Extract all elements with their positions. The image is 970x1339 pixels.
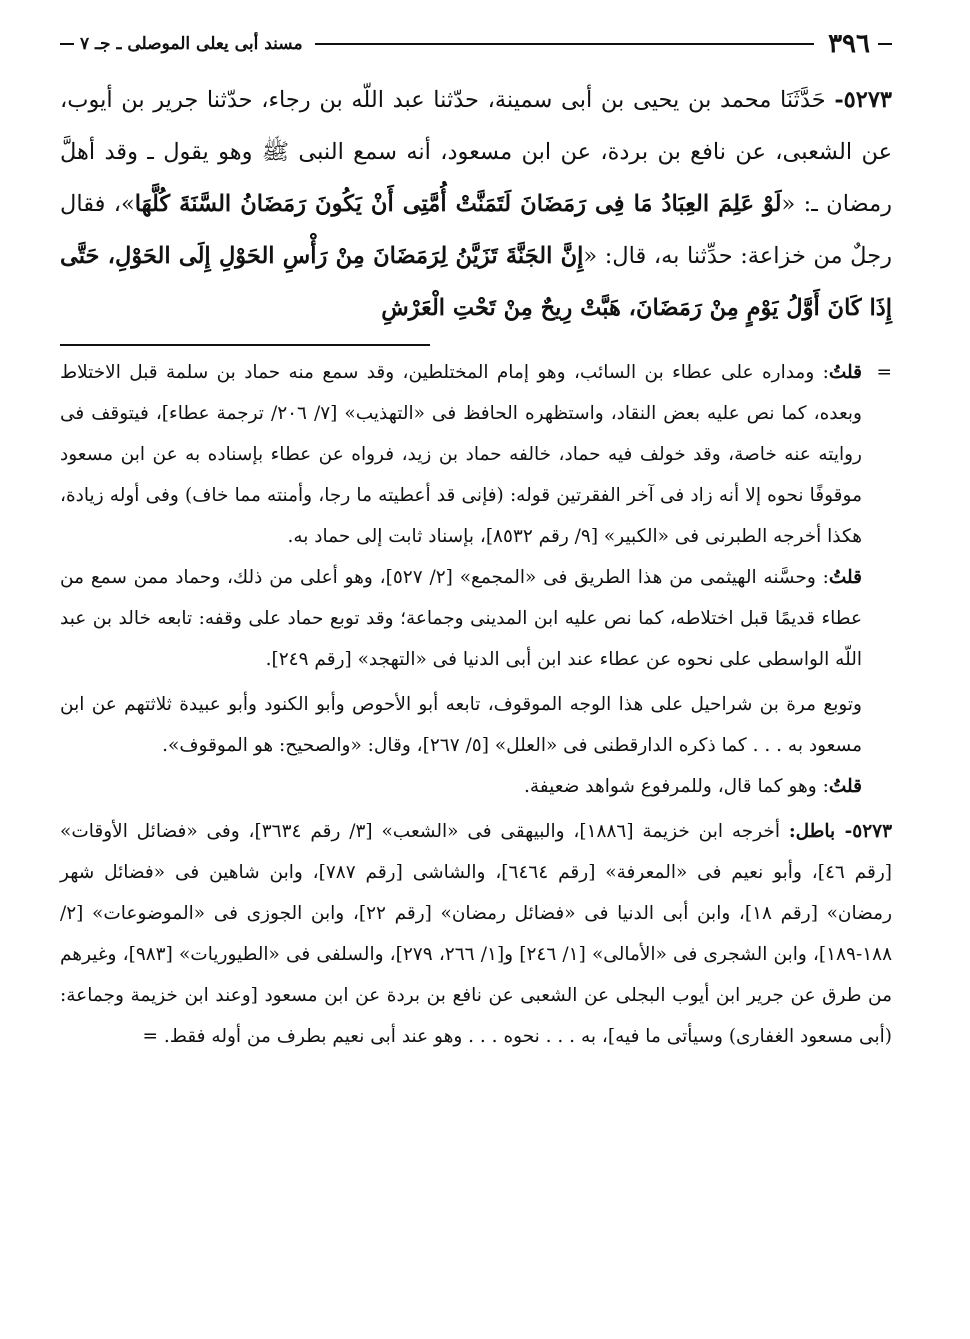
hadith-quote-2: إِنَّ الجَنَّةَ تَزَيَّنُ لِرَمَضَانَ مِنْ رَأْسِ الحَوْلِ إِلَى الحَوْلِ، حَتَّى إِذَا كَانَ أَوَّلُ يَوْمٍ مِنْ رَمَضَانَ، هَبَّتْ رِيحٌ مِنْ تَحْتِ الْعَرْشِ <box>60 243 892 321</box>
takhrij-section <box>60 811 892 1057</box>
page-header <box>60 22 892 66</box>
note-paragraph-3 <box>60 684 892 766</box>
continuation-mark: = <box>876 362 892 383</box>
takhrij-text: أخرجه ابن خزيمة [١٨٨٦]، والبيهقى فى «الشعب» [٣/ رقم ٣٦٣٤]، وفى «فضائل الأوقات» [رقم ٤٦]، وأبو نعيم فى «المعرفة» [رقم ٦٤٦٤]، والشاشى [رقم ٧٨٧]، وابن شاهين فى «فضائل شهر رمضان» [رقم ١٨]، وابن أبى الدنيا فى «فضائل رمضان» [رقم ٢٢]، وابن الجوزى فى «الموضوعات» [٢/ ١٨٨-١٨٩]، وابن الشجرى فى «الأمالى» [١/ ٢٤٦] و[١/ ٢٦٦، ٢٧٩]، والسلفى فى «الطيوريات» [٩٨٣]، وغيرهم من طرق عن جرير ابن أيوب البجلى عن الشعبى عن نافع بن بردة عن ابن مسعود [وعند ابن خزيمة وجماعة: (أبى مسعود الغفارى) وسيأتى ما فيه]، به . . . نحوه . . . وهو عند أبى نعيم بطرف من أوله فقط. = <box>60 821 893 1047</box>
note-text: : وحسَّنه الهيثمى من هذا الطريق فى «المجمع» [٢/ ٥٢٧]، وهو أعلى من ذلك، وحماد ممن سمع من عطاء قديمًا قبل اختلاطه، كما نص عليه ابن المدينى وجماعة؛ وقد توبع حماد على وقفه: تابعه خالد بن عبد اللّه الواسطى على نحوه عن عطاء عند ابن أبى الدنيا فى «التهجد» [رقم ٢٤٩]. <box>60 567 862 670</box>
hadith-quote-1: لَوْ عَلِمَ العِبَادُ مَا فِى رَمَضَانَ لَتَمَنَّتْ أُمَّتِى أَنْ يَكُونَ رَمَضَانُ السَّنَةَ كُلَّهَا <box>134 191 782 217</box>
hadith-text <box>60 74 892 334</box>
note-text: : ومداره على عطاء بن السائب، وهو إمام المختلطين، وقد سمع منه حماد بن سلمة قبل الاختلاط وبعده، كما نص عليه بعض النقاد، واستظهره الحافظ فى «التهذيب» [٧/ ٢٠٦/ ترجمة عطاء]، فيتوقف فى روايته عنه خاصة، وقد خولف فيه حماد، خالفه حماد بن زيد، فرواه عن عطاء بإسناده به عن ابن مسعود موقوفًا نحوه إلا أنه زاد فى آخر الفقرتين قوله: (فإنى قد أعطيته ما رجا، وأمنته مما خاف) وفى أوله زيادة، هكذا أخرجه الطبرنى فى «الكبير» [٩/ رقم ٨٥٣٢]، بإسناد ثابت إلى حماد به. <box>60 362 862 547</box>
footnotes <box>60 352 892 807</box>
takhrij-lead: ٥٢٧٣- باطل: <box>788 821 893 842</box>
hadith-number: ٥٢٧٣- <box>834 87 892 113</box>
note-paragraph-4 <box>60 766 892 807</box>
note-lead: قلتُ <box>828 362 862 383</box>
note-paragraph-1 <box>60 352 892 557</box>
note-text: : وهو كما قال، وللمرفوع شواهد ضعيفة. <box>523 776 829 797</box>
note-lead: قلتُ <box>828 776 862 797</box>
note-paragraph-2 <box>60 557 892 680</box>
hadith-isnad: حَدَّثَنَا محمد بن يحيى بن أبى سمينة، حدّثنا عبد اللّه بن رجاء، حدّثنا جرير بن أيوب، عن الشعبى، عن نافع بن بردة، عن ابن مسعود، أنه سمع النبى ﷺ وهو يقول ـ وقد أهلَّ رمضان ـ: « <box>60 87 892 217</box>
page-number: ٣٩٦ <box>828 29 870 59</box>
note-text: وتوبع مرة بن شراحيل على هذا الوجه الموقوف، تابعه أبو الأحوص وأبو الكنود وأبو عبيدة ثلاثتهم عن ابن مسعود به . . . كما ذكره الدارقطنى فى «العلل» [٥/ ٢٦٧]، وقال: «والصحيح: هو الموقوف». <box>60 694 862 756</box>
note-lead: قلتُ <box>828 567 862 588</box>
footnote-divider <box>60 344 430 346</box>
header-dash <box>878 43 892 45</box>
page <box>60 22 892 1057</box>
hadith-narration: »، فقال رجلٌ من خزاعة: حدِّثنا به، قال: « <box>60 191 892 269</box>
running-title: مسند أبى يعلى الموصلى ـ جـ ٧ <box>80 34 303 54</box>
header-rule <box>315 43 815 45</box>
header-dash-end <box>60 43 74 45</box>
